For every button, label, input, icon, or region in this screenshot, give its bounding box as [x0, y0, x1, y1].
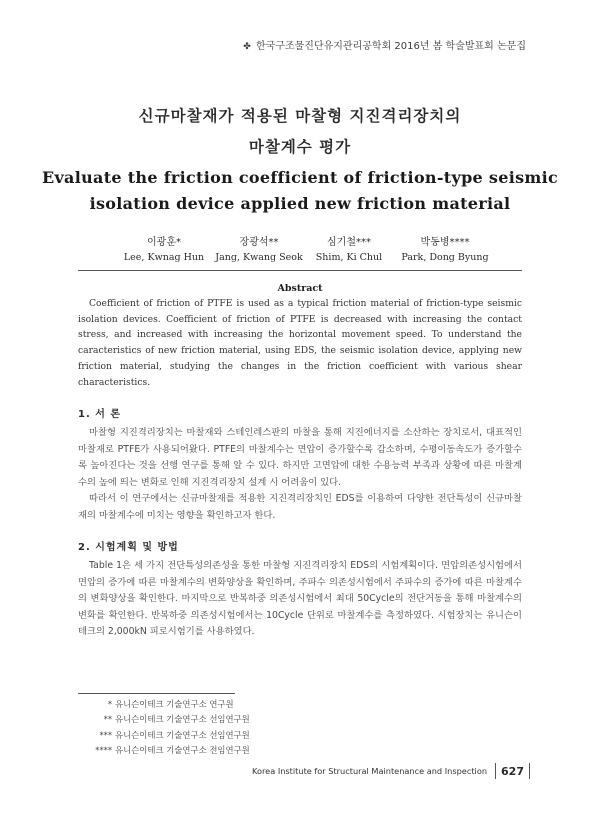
author-2	[208, 233, 310, 263]
header-text: 한국구조물진단유지관리공학회 2016년 봄 학술발표회 논문집	[255, 41, 526, 52]
title-english-line2: isolation device applied new friction material	[89, 194, 511, 213]
section-heading-test-plan: 2. 시험계획 및 방법	[78, 542, 179, 553]
clover-icon: ✤	[243, 42, 251, 52]
author-name-korean: 심기철***	[327, 237, 371, 248]
author-name-english: Lee, Kwnag Hun	[123, 252, 205, 263]
author-4	[390, 233, 500, 263]
author-name-korean: 장광석**	[239, 237, 279, 248]
author-name-english: Shim, Ki Chul	[315, 252, 383, 263]
footnote	[78, 728, 250, 743]
author-name-english: Park, Dong Byung	[401, 252, 489, 263]
footer-divider	[529, 763, 530, 779]
page-footer	[252, 763, 530, 779]
author-3	[302, 233, 396, 263]
author-list	[0, 233, 600, 267]
author-name-korean: 박동병****	[420, 237, 470, 248]
footnote-mark: ****	[95, 744, 112, 755]
footnote	[78, 697, 250, 712]
footnote-divider	[78, 693, 235, 694]
footnote-text: 유니슨이테크 기술연구소 선임연구원	[115, 714, 250, 725]
footer-divider	[495, 763, 496, 779]
footnote-text: 유니슨이테크 기술연구소 선임연구원	[115, 729, 250, 740]
paragraph: 따라서 이 연구에서는 신규마찰재를 적용한 지진격리장치인 EDS를 이용하여 다양한 전단특성이 신규마찰재의 마찰계수에 미치는 영향을 확인하고자 한다.	[78, 493, 522, 521]
page-number: 627	[501, 764, 524, 778]
title-korean-line2: 마찰계수 평가	[248, 138, 352, 156]
footnote	[78, 743, 250, 758]
paragraph: Table 1은 세 가지 전단특성의존성을 통한 마찰형 지진격리장치 EDS의 시험계획이다. 면압의존성시험에서 면압의 증가에 따른 마찰계수의 변화양상을 확인하며, 주파수 의존성시험에서 주파수의 증가에 따른 마찰계수의 변화양상을 확인한다. 마지막으로 반복하중 의존성시험에서 최대 50Cycle의 전단거동을 통해 마찰계수의 변화를 확인한다. 반복하중 의존성시험에서는 10Cycle 단위로 마찰계수를 측정하였다. 시험장치는 유니슨이테크의 2,000kN 피로시험기를 사용하였다.	[78, 560, 522, 638]
footnote-mark: **	[103, 714, 112, 725]
running-header	[243, 37, 526, 52]
footnote-list	[78, 697, 250, 758]
author-name-english: Jang, Kwang Seok	[215, 252, 303, 263]
abstract-text: Coefficient of friction of PTFE is used as a typical friction material of friction-type seismic isolation devices. Coefficient of friction of PTFE is decreased with increasing the contact stress, and increased with increasing the horizontal movement speed. To understand the caracteristics of new friction material, using EDS, the seismic isolation device, applying new friction material, studying the changes in the friction coefficient with various shear characteristics.	[78, 298, 522, 388]
footnote-text: 유니슨이테크 기술연구소 연구원	[115, 699, 234, 709]
title-english-line1: Evaluate the friction coefficient of friction-type seismic	[41, 168, 559, 187]
title-korean-line1: 신규마찰재가 적용된 마찰형 지진격리장치의	[138, 107, 462, 125]
author-1	[112, 233, 216, 263]
section-body-introduction	[78, 425, 522, 525]
footnote-text: 유니슨이테크 기술연구소 전임연구원	[115, 744, 250, 755]
author-name-korean: 이광훈*	[147, 237, 181, 248]
author-divider	[78, 270, 522, 271]
footnote-mark: *	[107, 699, 112, 709]
footer-institution: Korea Institute for Structural Maintenance and Inspection	[252, 766, 488, 776]
footnote-mark: ***	[99, 729, 112, 740]
abstract-heading: Abstract	[277, 283, 323, 294]
footnote	[78, 712, 250, 727]
section-body-test-plan	[78, 558, 522, 641]
section-heading-introduction: 1. 서 론	[78, 409, 122, 420]
paragraph: 마찰형 지진격리장치는 마찰재와 스테인레스판의 마찰을 통해 지진에너지를 소산하는 장치로서, 대표적인 마찰재로 PTFE가 사용되어왔다. PTFE의 마찰계수는 면압이 증가할수록 감소하며, 수평이동속도가 증가할수록 높아진다는 것을 선행 연구를 통해 알 수 있다. 하지만 고면압에 대한 수용능력 부족과 상황에 따른 마찰계수의 높에 띄는 변화로 인해 지진격리장치 설계 시 어려움이 있다.	[78, 427, 522, 488]
